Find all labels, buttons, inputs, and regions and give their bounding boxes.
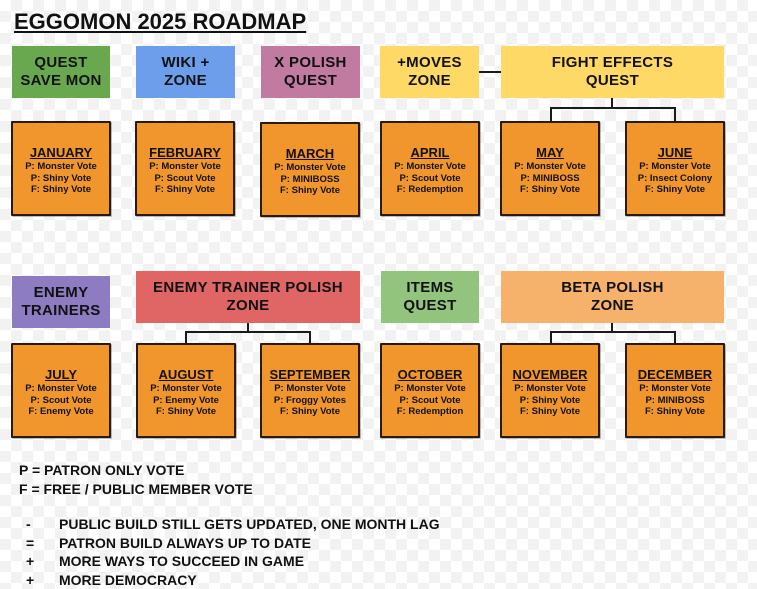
patron-vote-1: P: Monster Vote xyxy=(274,162,346,173)
connector-line xyxy=(674,107,676,122)
month-card-march xyxy=(260,122,360,217)
patron-vote-2: P: Scout Vote xyxy=(30,394,92,406)
note-text: MORE DEMOCRACY xyxy=(59,571,197,588)
patron-vote-1: P: Monster Vote xyxy=(394,161,466,172)
header-enemy-trainers: ENEMY TRAINERS xyxy=(12,276,110,328)
header-fight-effects-quest: FIGHT EFFECTS QUEST xyxy=(501,46,724,98)
month-name: MAY xyxy=(536,145,564,160)
note-text: PUBLIC BUILD STILL GETS UPDATED, ONE MONTH LAG xyxy=(59,516,440,532)
month-card-november xyxy=(500,343,600,438)
connector-line xyxy=(550,107,675,109)
month-name: JANUARY xyxy=(29,145,93,160)
month-name: FEBRUARY xyxy=(149,145,221,160)
note-item xyxy=(26,571,440,589)
note-symbol: + xyxy=(26,571,35,588)
free-vote: F: Shiny Vote xyxy=(645,184,705,195)
patron-vote-2: P: Shiny Vote xyxy=(30,172,92,184)
connector-line xyxy=(550,107,552,122)
notes-list xyxy=(26,515,440,589)
patron-vote-2: P: Scout Vote xyxy=(399,394,461,406)
patron-vote-1: P: Monster Vote xyxy=(150,383,222,394)
free-vote: F: Shiny Vote xyxy=(31,184,91,195)
month-card-february xyxy=(135,121,235,216)
month-name: DECEMBER xyxy=(637,367,713,382)
patron-vote-1: P: Monster Vote xyxy=(25,161,97,172)
free-vote: F: Shiny Vote xyxy=(520,184,580,195)
patron-vote-2: P: Scout Vote xyxy=(399,172,461,184)
legend xyxy=(19,461,253,498)
note-item xyxy=(26,534,440,553)
free-vote: F: Shiny Vote xyxy=(156,406,216,417)
month-card-october xyxy=(380,343,480,438)
connector-line xyxy=(550,331,675,333)
patron-vote-2: P: MINIBOSS xyxy=(520,172,580,184)
note-item xyxy=(26,515,440,534)
month-card-june xyxy=(625,121,725,216)
free-vote: F: Shiny Vote xyxy=(645,406,705,417)
month-name: MARCH xyxy=(285,146,335,161)
patron-vote-1: P: Monster Vote xyxy=(514,383,586,394)
patron-vote-2: P: Froggy Votes xyxy=(273,394,347,406)
month-name: APRIL xyxy=(410,145,450,160)
patron-vote-2: P: Shiny Vote xyxy=(519,394,581,406)
header-enemy-trainer-polish-zone: ENEMY TRAINER POLISH ZONE xyxy=(136,271,360,323)
free-vote: F: Shiny Vote xyxy=(520,406,580,417)
connector-line xyxy=(479,71,501,73)
free-vote: F: Redemption xyxy=(396,406,464,417)
patron-vote-1: P: Monster Vote xyxy=(394,383,466,394)
month-card-july xyxy=(11,343,111,438)
header-beta-polish-zone: BETA POLISH ZONE xyxy=(501,271,724,323)
free-vote: F: Shiny Vote xyxy=(280,185,340,196)
free-vote: F: Redemption xyxy=(396,184,464,195)
note-symbol: - xyxy=(26,516,31,532)
note-text: MORE WAYS TO SUCCEED IN GAME xyxy=(59,553,305,569)
month-name: OCTOBER xyxy=(397,367,463,382)
month-name: NOVEMBER xyxy=(512,367,588,382)
free-vote: F: Enemy Vote xyxy=(28,406,94,417)
note-symbol: + xyxy=(26,553,35,569)
free-vote: F: Shiny Vote xyxy=(155,184,215,195)
month-card-september xyxy=(260,343,360,438)
patron-vote-2: P: MINIBOSS xyxy=(645,394,705,406)
month-name: JUNE xyxy=(657,145,693,160)
header-x-polish-quest: X POLISH QUEST xyxy=(261,46,360,98)
patron-vote-1: P: Monster Vote xyxy=(639,161,711,172)
patron-vote-2: P: Scout Vote xyxy=(154,172,216,184)
month-card-december xyxy=(625,343,725,438)
free-vote: F: Shiny Vote xyxy=(280,406,340,417)
patron-vote-1: P: Monster Vote xyxy=(514,161,586,172)
month-card-april xyxy=(380,121,480,216)
legend-free: F = FREE / PUBLIC MEMBER VOTE xyxy=(19,480,253,497)
legend-patron: P = PATRON ONLY VOTE xyxy=(19,462,185,478)
note-item xyxy=(26,552,440,571)
month-name: SEPTEMBER xyxy=(269,367,351,382)
header-items-quest: ITEMS QUEST xyxy=(381,271,479,323)
month-name: JULY xyxy=(44,367,78,382)
patron-vote-1: P: Monster Vote xyxy=(25,383,97,394)
note-symbol: = xyxy=(26,534,35,551)
month-name: AUGUST xyxy=(158,367,214,382)
note-text: PATRON BUILD ALWAYS UP TO DATE xyxy=(59,534,312,551)
header-moves-zone: +MOVES ZONE xyxy=(380,46,479,98)
patron-vote-1: P: Monster Vote xyxy=(274,383,346,394)
header-wiki-zone: WIKI + ZONE xyxy=(136,46,235,98)
month-card-may xyxy=(500,121,600,216)
patron-vote-1: P: Monster Vote xyxy=(149,161,221,172)
patron-vote-1: P: Monster Vote xyxy=(639,383,711,394)
month-card-august xyxy=(136,343,236,438)
patron-vote-2: P: Insect Colony xyxy=(637,172,713,184)
month-card-january xyxy=(11,121,111,216)
connector-line xyxy=(185,331,310,333)
roadmap-title: EGGOMON 2025 ROADMAP xyxy=(14,9,307,34)
patron-vote-2: P: MINIBOSS xyxy=(280,173,340,185)
patron-vote-2: P: Enemy Vote xyxy=(153,394,219,406)
header-quest-save-mon: QUEST SAVE MON xyxy=(12,46,110,98)
